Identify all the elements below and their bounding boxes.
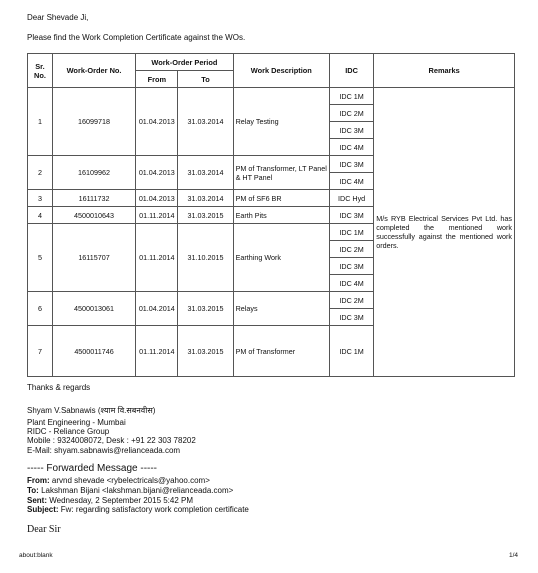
work-order-table	[27, 53, 515, 377]
idc-cell: IDC 2M	[329, 105, 373, 122]
sr-no-cell: 4	[28, 207, 53, 224]
idc-cell: IDC 3M	[329, 207, 373, 224]
description-cell: Earthing Work	[233, 224, 329, 292]
from-date-cell: 01.04.2013	[136, 88, 178, 156]
work-order-cell: 4500011746	[52, 326, 135, 377]
sr-no-cell: 5	[28, 224, 53, 292]
description-cell: Relay Testing	[233, 88, 329, 156]
dear-sir: Dear Sir	[27, 524, 61, 535]
work-order-cell: 16111732	[52, 190, 135, 207]
header-work-order-no: Work-Order No.	[52, 54, 135, 88]
fwd-to-value: Lakshman Bijani <lakshman.bijani@relianceada.com>	[41, 486, 234, 495]
idc-cell: IDC 3M	[329, 258, 373, 275]
closing: Thanks & regards	[27, 383, 91, 392]
to-date-cell: 31.03.2015	[178, 326, 233, 377]
header-from: From	[136, 71, 178, 88]
idc-cell: IDC 1M	[329, 326, 373, 377]
signature-email: E-Mail: shyam.sabnawis@relianceada.com	[27, 446, 181, 455]
signature-dept: Plant Engineering - Mumbai	[27, 418, 126, 427]
to-date-cell: 31.03.2014	[178, 88, 233, 156]
idc-cell: IDC 4M	[329, 139, 373, 156]
header-work-description: Work Description	[233, 54, 329, 88]
header-work-order-period: Work-Order Period	[136, 54, 233, 71]
work-order-cell: 4500013061	[52, 292, 135, 326]
intro-text: Please find the Work Completion Certificate against the WOs.	[27, 33, 246, 42]
fwd-subject	[27, 505, 249, 515]
fwd-from-value: arvnd shevade <rybelectricals@yahoo.com>	[51, 476, 210, 485]
header-remarks: Remarks	[374, 54, 515, 88]
from-date-cell: 01.11.2014	[136, 207, 178, 224]
greeting: Dear Shevade Ji,	[27, 13, 89, 22]
footer-page-number: 1/4	[509, 552, 519, 559]
to-date-cell: 31.03.2015	[178, 207, 233, 224]
sr-no-cell: 2	[28, 156, 53, 190]
footer-url: about:blank	[19, 552, 53, 559]
from-date-cell: 01.04.2013	[136, 190, 178, 207]
remarks-cell: M/s RYB Electrical Services Pvt Ltd. has completed the mentioned work successfully against the mentioned work orders.	[374, 88, 515, 377]
idc-cell: IDC 3M	[329, 309, 373, 326]
header-sr-no: Sr. No.	[28, 54, 53, 88]
fwd-sent-value: Wednesday, 2 September 2015 5:42 PM	[49, 496, 194, 505]
idc-cell: IDC 1M	[329, 224, 373, 241]
signature-phone: Mobile : 9324008072, Desk : +91 22 303 78202	[27, 436, 196, 445]
description-cell: Relays	[233, 292, 329, 326]
signature-org: RIDC - Reliance Group	[27, 427, 110, 436]
idc-cell: IDC 2M	[329, 292, 373, 309]
description-cell: PM of Transformer, LT Panel & HT Panel	[233, 156, 329, 190]
to-date-cell: 31.03.2014	[178, 190, 233, 207]
sr-no-cell: 3	[28, 190, 53, 207]
fwd-to-label: To:	[27, 486, 39, 495]
to-date-cell: 31.03.2015	[178, 292, 233, 326]
description-cell: PM of Transformer	[233, 326, 329, 377]
forwarded-title: ----- Forwarded Message -----	[27, 463, 158, 474]
idc-cell: IDC 3M	[329, 156, 373, 173]
from-date-cell: 01.11.2014	[136, 326, 178, 377]
to-date-cell: 31.03.2014	[178, 156, 233, 190]
to-date-cell: 31.10.2015	[178, 224, 233, 292]
description-cell: Earth Pits	[233, 207, 329, 224]
fwd-subject-value: Fw: regarding satisfactory work completion certificate	[60, 505, 249, 514]
idc-cell: IDC 4M	[329, 275, 373, 292]
fwd-sent-label: Sent:	[27, 496, 47, 505]
fwd-to	[27, 486, 233, 496]
from-date-cell: 01.04.2013	[136, 156, 178, 190]
signature-name: Shyam V.Sabnawis (श्याम वि.सबनवीस)	[27, 406, 156, 415]
work-order-cell: 16109962	[52, 156, 135, 190]
description-cell: PM of SF6 BR	[233, 190, 329, 207]
work-order-cell: 16115707	[52, 224, 135, 292]
fwd-from-label: From:	[27, 476, 50, 485]
from-date-cell: 01.04.2014	[136, 292, 178, 326]
idc-cell: IDC 2M	[329, 241, 373, 258]
idc-cell: IDC 1M	[329, 88, 373, 105]
from-date-cell: 01.11.2014	[136, 224, 178, 292]
sr-no-cell: 7	[28, 326, 53, 377]
idc-cell: IDC 4M	[329, 173, 373, 190]
idc-cell: IDC Hyd	[329, 190, 373, 207]
idc-cell: IDC 3M	[329, 122, 373, 139]
header-idc: IDC	[329, 54, 373, 88]
sr-no-cell: 6	[28, 292, 53, 326]
sr-no-cell: 1	[28, 88, 53, 156]
fwd-from	[27, 476, 210, 486]
fwd-subject-label: Subject:	[27, 505, 59, 514]
header-to: To	[178, 71, 233, 88]
work-order-cell: 16099718	[52, 88, 135, 156]
work-order-cell: 4500010643	[52, 207, 135, 224]
table-row	[28, 88, 515, 105]
